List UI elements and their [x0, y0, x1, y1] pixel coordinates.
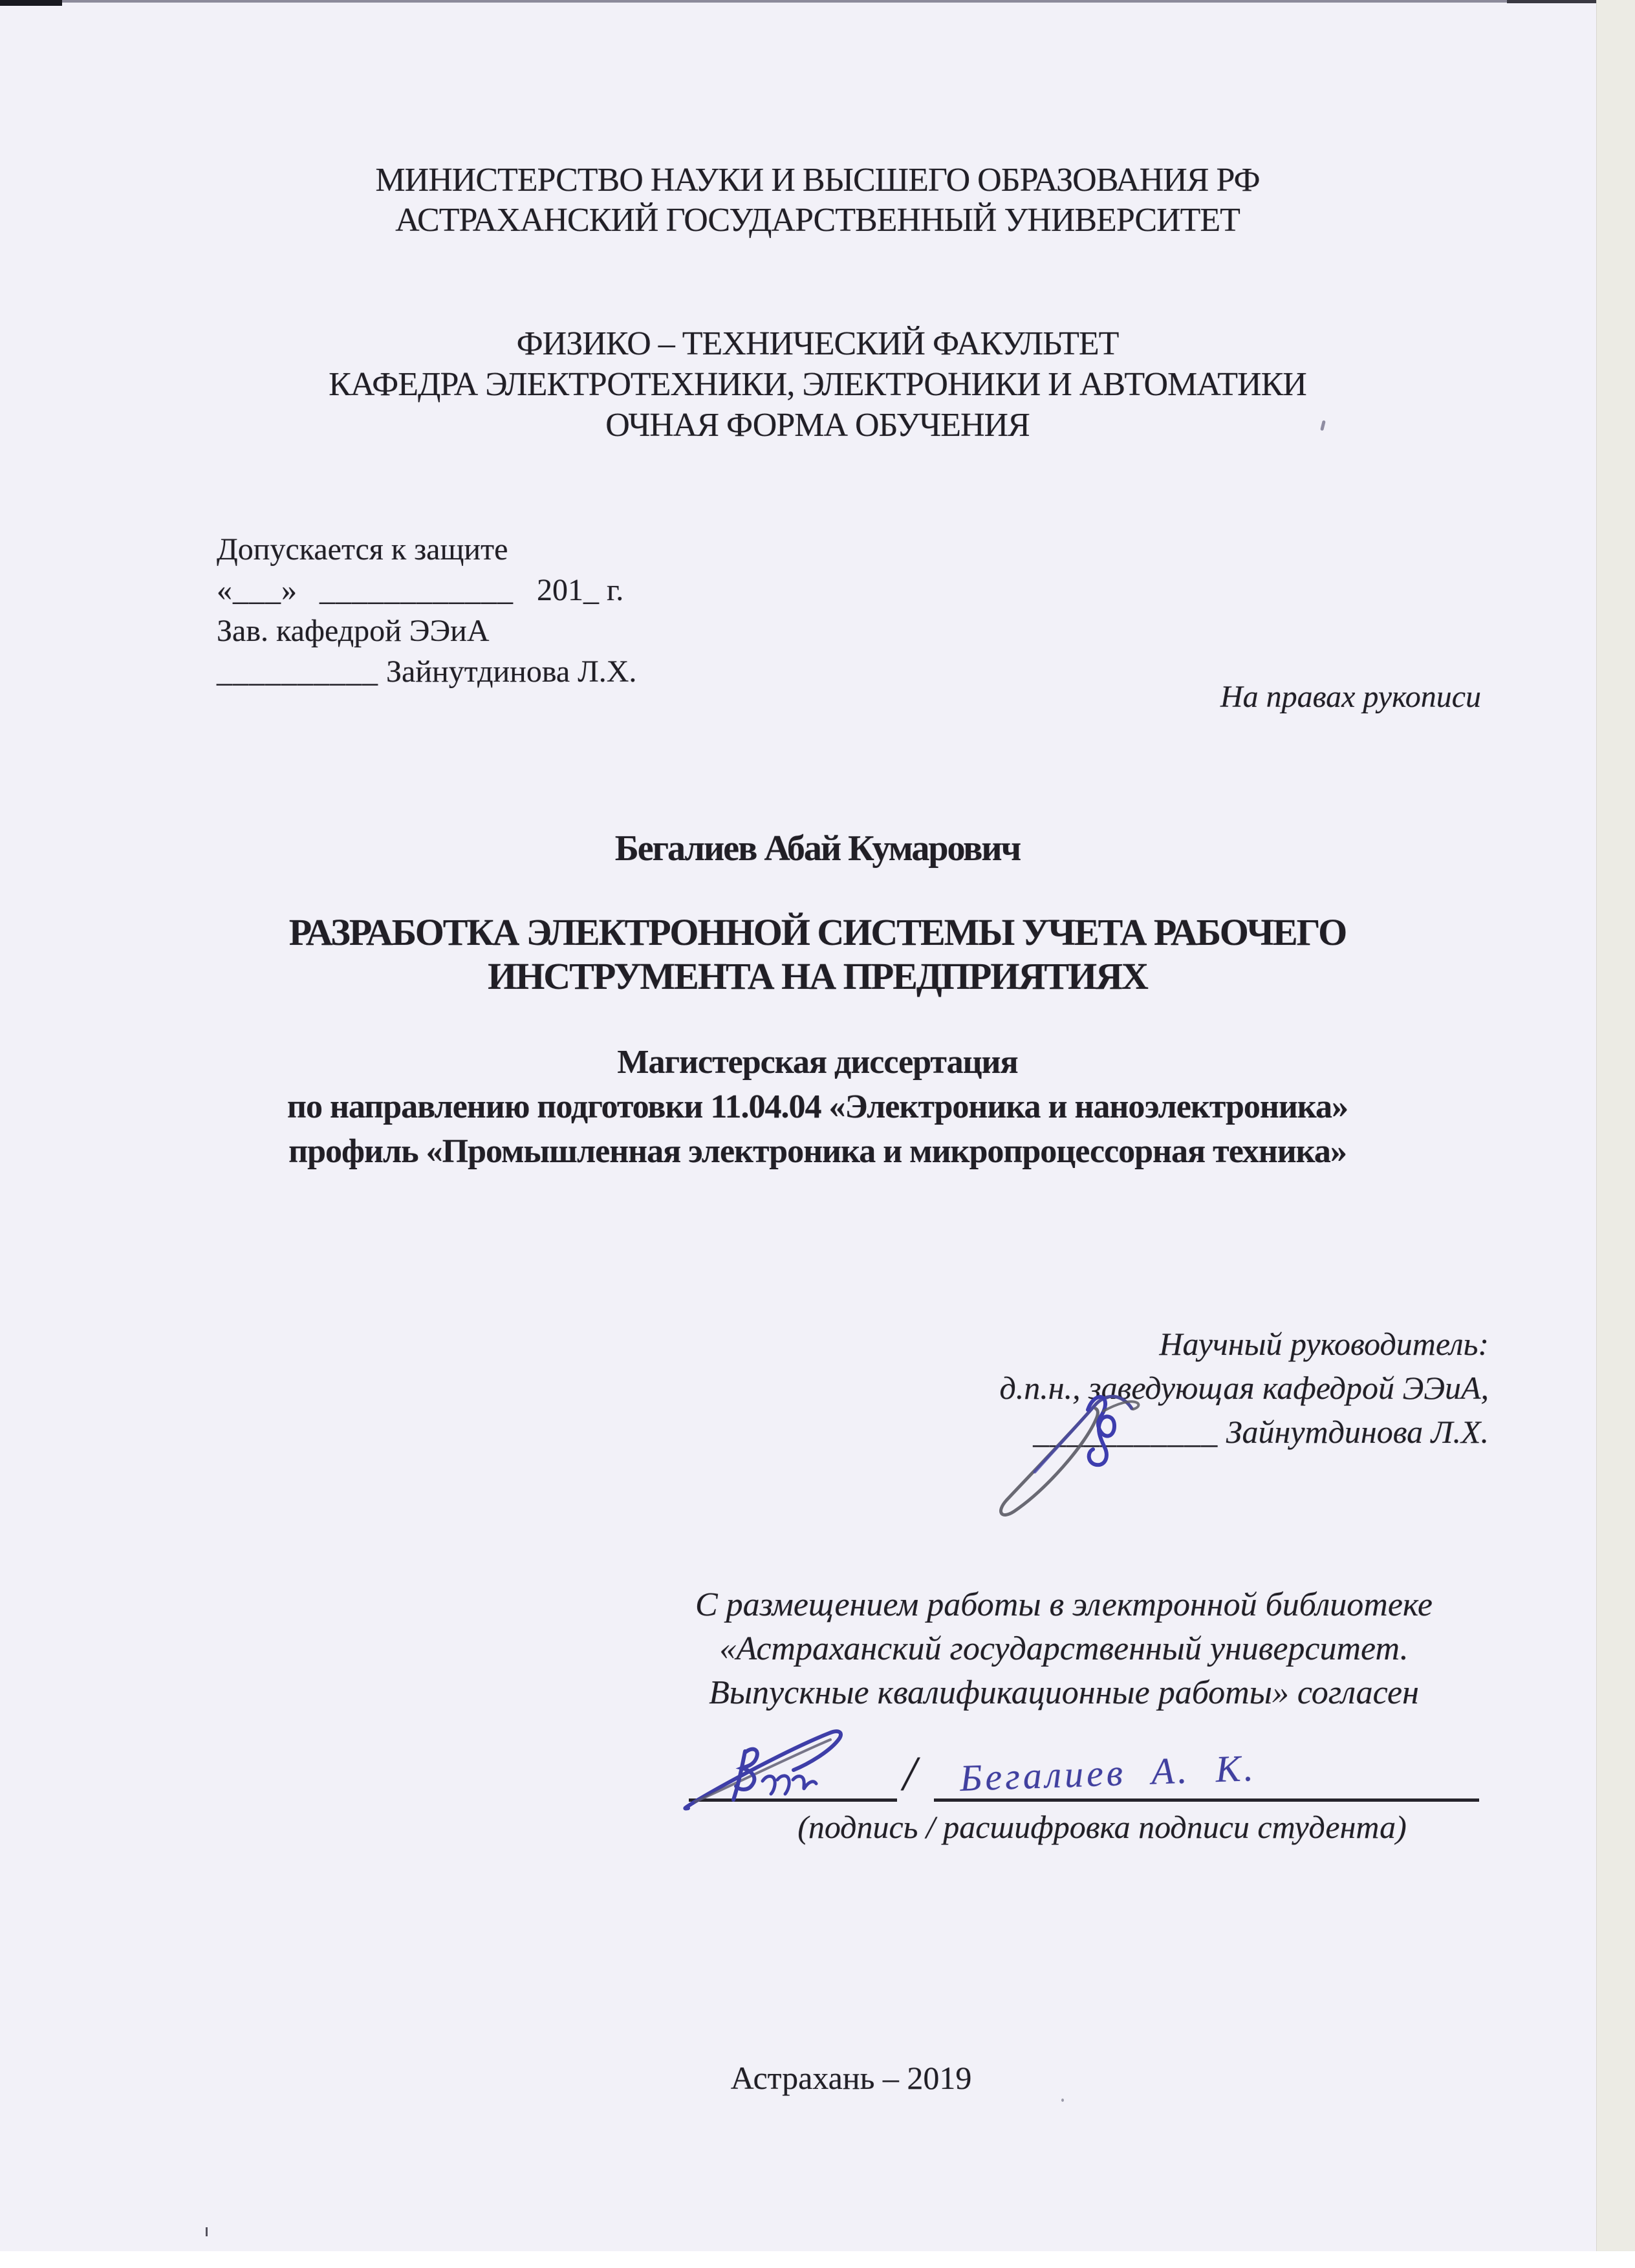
manuscript-rights-note: На правах рукописи: [1220, 680, 1481, 714]
student-name-ruled-line: [934, 1731, 1479, 1802]
supervisor-name: Зайнутдинова Л.Х.: [1226, 1414, 1489, 1450]
student-signature-ink: [675, 1711, 915, 1818]
date-year-blank: 201_ г.: [537, 573, 624, 607]
faculty-block: [0, 323, 1635, 446]
thesis-direction: по направлению подготовки 11.04.04 «Электроника и наноэлектроника»: [287, 1088, 1348, 1125]
signature-caption: (подпись / расшифровка подписи студента): [797, 1809, 1407, 1845]
head-signature-blank: __________: [217, 654, 378, 689]
ministry-header: [0, 160, 1635, 241]
date-month-blank: ____________: [319, 573, 514, 607]
thesis-title-line1: РАЗРАБОТКА ЭЛЕКТРОННОЙ СИСТЕМЫ УЧЕТА РАБОЧЕГО: [288, 911, 1347, 953]
supervisor-signature-blank: ___________: [1033, 1414, 1218, 1450]
department-head-line: Зав. кафедрой ЭЭиА: [217, 614, 490, 648]
thesis-title-line2: ИНСТРУМЕНТА НА ПРЕДПРИЯТИЯХ: [488, 955, 1147, 997]
department-line: КАФЕДРА ЭЛЕКТРОТЕХНИКИ, ЭЛЕКТРОНИКИ И АВТОМАТИКИ: [329, 366, 1306, 403]
admission-block: [217, 529, 863, 692]
admission-date-line: [217, 570, 863, 610]
university-line: АСТРАХАНСКИЙ ГОСУДАРСТВЕННЫЙ УНИВЕРСИТЕТ: [395, 202, 1240, 239]
consent-line1: С размещением работы в электронной библиотеке: [695, 1586, 1433, 1623]
student-handwritten-name: Бегалиев А. К.: [959, 1747, 1257, 1799]
scan-top-edge: [0, 0, 1597, 3]
supervisor-signature-ink: [969, 1383, 1176, 1538]
author-name: Бегалиев Абай Кумарович: [614, 828, 1021, 869]
thesis-profile: профиль «Промышленная электроника и микропроцессорная техника»: [288, 1133, 1347, 1170]
consent-line2: «Астраханский государственный университет.: [719, 1630, 1409, 1667]
library-consent-block: [611, 1583, 1517, 1715]
ministry-line: МИНИСТЕРСТВО НАУКИ И ВЫСШЕГО ОБРАЗОВАНИЯ РФ: [375, 162, 1260, 199]
consent-line3: Выпускные квалификационные работы» согласен: [709, 1674, 1419, 1711]
city-year-line: Астрахань – 2019: [730, 2060, 972, 2096]
thesis-title: [0, 911, 1635, 999]
admission-title: Допускается к защите: [217, 532, 508, 567]
signature-separator-slash: /: [903, 1747, 917, 1801]
thesis-program-block: [0, 1040, 1635, 1174]
scan-bottom-edge: [0, 2251, 1635, 2268]
scan-speck: [1061, 2099, 1064, 2102]
scan-top-right-shadow: [1507, 0, 1597, 3]
scan-top-left-corner: [0, 0, 62, 6]
thesis-type: Магистерская диссертация: [617, 1044, 1018, 1081]
supervisor-label: Научный руководитель:: [1159, 1326, 1489, 1362]
study-form-line: ОЧНАЯ ФОРМА ОБУЧЕНИЯ: [605, 407, 1030, 444]
head-name: Зайнутдинова Л.Х.: [386, 654, 637, 689]
faculty-line: ФИЗИКО – ТЕХНИЧЕСКИЙ ФАКУЛЬТЕТ: [516, 325, 1119, 362]
head-signature-line: [217, 651, 863, 692]
date-day-blank: «___»: [217, 573, 298, 607]
supervisor-degree: д.п.н., заведующая кафедрой ЭЭиА,: [999, 1370, 1489, 1406]
scan-speck: [206, 2227, 208, 2236]
